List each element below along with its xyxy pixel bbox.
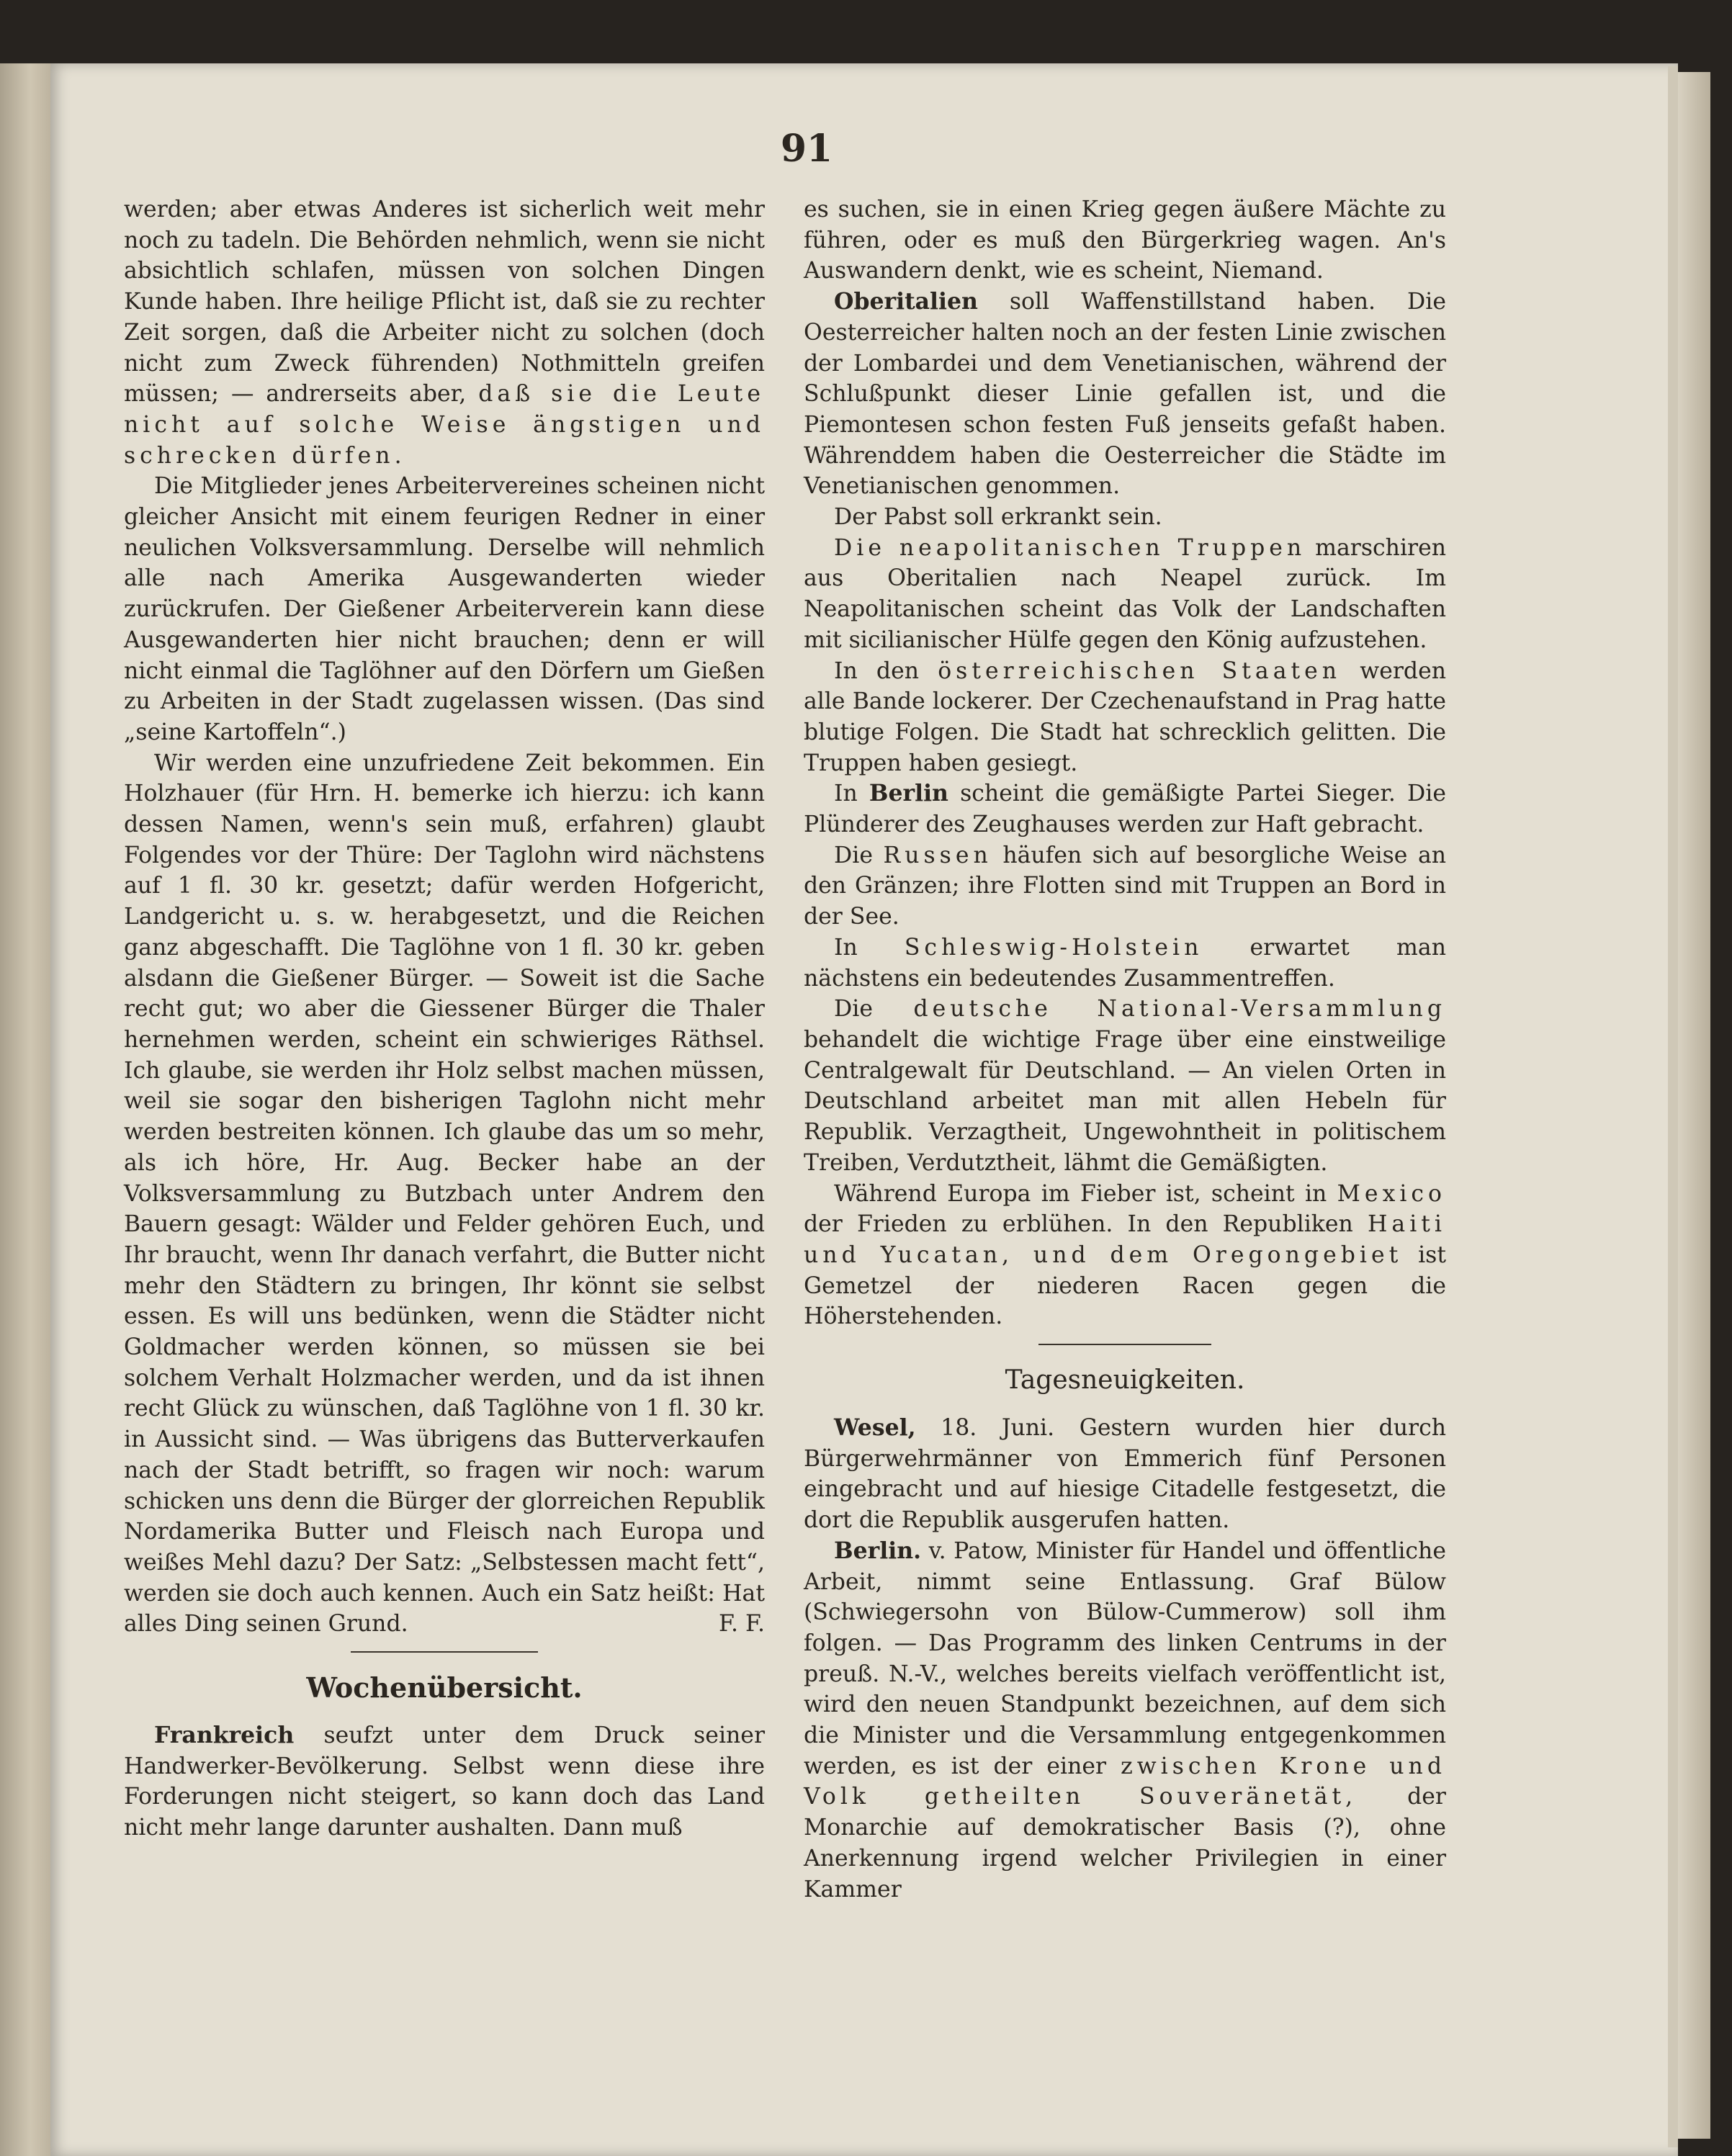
right-paragraph-berlin-news: [804, 1536, 1446, 1905]
russen-lead: Russen: [883, 842, 992, 868]
frankreich-text: seufzt unter dem Druck seiner Handwerker-Bevölkerung. Selbst wenn diese ihre Forderungen nicht steigert, so kann doch das Land nicht mehr lange darunter aushalten. Dann muß: [124, 1722, 766, 1841]
right-paragraph-schleswig: [804, 933, 1446, 994]
berlin-news-text: v. Patow, Minister für Handel und öffentliche Arbeit, nimmt seine Entlassung. Graf Bülow (Schwiegersohn von Bülow-Cummerow) soll ihm folgen. — Das Programm des linken Centrums in der preuß. N.-V., welches bereits vielfach veröffentlicht ist, wird den neuen Standpunkt bezeichnen, auf dem sich die Minister und die Versammlung entgegenkommen werden, es ist der einer: [804, 1537, 1446, 1779]
page-number: 91: [780, 127, 833, 171]
europa-text-3: ist Gemetzel der niederen Racen gegen die Höherstehenden.: [804, 1241, 1447, 1330]
wesel-lead: Wesel,: [834, 1414, 916, 1442]
left-p1-text: werden; aber etwas Anderes ist sicherlich weit mehr noch zu tadeln. Die Behörden nehmlich, wenn sie nicht absichtlich schlafen, müssen von solchen Dingen Kunde haben. Ihre heilige Pflicht ist, daß sie zu rechter Zeit sorgen, daß die Arbeiter nicht zu solchen (doch nicht zum Zweck führenden) Nothmitteln greifen müssen; — andrerseits aber,: [124, 197, 765, 408]
page-stack-edge: [1668, 66, 1678, 2147]
europa-text-2: der Frieden zu erblühen. In den Republiken: [804, 1211, 1353, 1238]
neapel-text: marschiren aus Oberitalien nach Neapel zurück. Im Neapolitanischen scheint das Volk der Landschaften mit sicilianischer Hülfe gegen den König aufzustehen.: [804, 534, 1447, 653]
berlin-news-lead: Berlin.: [834, 1537, 922, 1564]
schleswig-pre: In: [834, 934, 858, 961]
left-paragraph-frankreich: [124, 1720, 765, 1843]
left-p1-spaced: daß sie die Leute nicht auf solche Weise ängstigen und schrecken dürfen.: [124, 381, 765, 469]
russen-pre: Die: [834, 842, 873, 868]
left-p3-text: Wir werden eine unzufriedene Zeit bekommen. Ein Holzhauer (für Hrn. H. bemerke ich hierzu: ich kann dessen Namen, wenn's sein muß, erfahren) glaubt Folgendes vor der Thüre: Der Taglohn wird nächstens auf 1 fl. 30 kr. gesetzt; dafür werden Hofgericht, Landgericht u. s. w. herabgesetzt, und die Reichen ganz abgeschafft. Die Taglöhne von 1 fl. 30 kr. geben alsdann die Gießener Bürger. — Soweit ist die Sache recht gut; wo aber die Giessener Bürger die Thaler hernehmen werden, scheint ein schwieriges Räthsel. Ich glaube, sie werden ihr Holz selbst machen müssen, weil sie sogar den bisherigen Taglohn nicht mehr werden bestreiten können. Ich glaube das um so mehr, als ich höre, Hr. Aug. Becker habe an der Volksversammlung zu Butzbach unter Andrem den Bauern gesagt: Wälder und Felder gehören Euch, und Ihr braucht, wenn Ihr danach verfahrt, die Butter nicht mehr den Städtern zu bringen, Ihr könnt sie selbst essen. Es will uns bedünken, wenn die Städter nicht Goldmacher werden können, so müssen sie bei solchem Verhalt Holzmacher werden, und da ist ihnen recht Glück zu wünschen, daß Taglöhne von 1 fl. 30 kr. in Aussicht sind. — Was übrigens das Butterverkaufen nach der Stadt betrifft, so fragen wir noch: warum schicken uns denn die Bürger der glorreichen Republik Nordamerika Butter und Fleisch nach Europa und weißes Mehl dazu? Der Satz: „Selbstessen macht fett“, werden sie doch auch kennen. Auch ein Satz heißt: Hat alles Ding seinen Grund.: [124, 750, 765, 1638]
heading-tagesneuigkeiten: Tagesneuigkeiten.: [1005, 1365, 1245, 1396]
right-paragraph-national: [804, 994, 1446, 1178]
wesel-text: 18. Juni. Gestern wurden hier durch Bürgerwehrmänner von Emmerich fünf Personen eingebracht und auf hiesige Citadelle festgesetzt, die dort die Republik ausgerufen hatten.: [804, 1415, 1447, 1534]
left-paragraph-3: [124, 748, 765, 1640]
schleswig-text: erwartet man nächstens ein bedeutendes Zusammentreffen.: [804, 934, 1446, 992]
right-paragraph-oesterreich: [804, 656, 1446, 779]
europa-text-1: Während Europa im Fieber ist, scheint in: [834, 1180, 1327, 1207]
right-paragraph-russen: [804, 840, 1446, 933]
page-stack-edge-outer: [1678, 72, 1710, 2139]
berlin-pre: In: [834, 781, 858, 807]
frankreich-lead: Frankreich: [154, 1722, 295, 1749]
right-paragraph-wesel: [804, 1413, 1446, 1536]
right-paragraph-neapel: [804, 533, 1446, 656]
signature-initials: F. F.: [719, 1611, 765, 1638]
heading-wochenuebersicht: Wochenübersicht.: [306, 1671, 583, 1704]
left-column: [124, 194, 765, 1843]
oesterreich-text: werden alle Bande lockerer. Der Czechenaufstand in Prag hatte blutige Folgen. Die Stadt hat schrecklich gelitten. Die Truppen haben gesiegt.: [804, 657, 1447, 776]
europa-spaced: Haiti und Yucatan, und dem Oregongebiet: [804, 1211, 1447, 1268]
national-lead: deutsche National-Versammlung: [913, 996, 1446, 1023]
right-paragraph-europa: [804, 1179, 1446, 1333]
oesterreich-lead: österreichischen Staaten: [938, 657, 1342, 684]
left-paragraph-1: [124, 194, 765, 471]
berlin-text: scheint die gemäßigte Partei Sieger. Die Plünderer des Zeughauses werden zur Haft gebracht.: [804, 781, 1447, 838]
oesterreich-pre: In den: [834, 657, 920, 684]
left-page-edge: [0, 63, 50, 2156]
right-paragraph-oberitalien: [804, 287, 1446, 502]
pabst-text: Der Pabst soll erkrankt sein.: [834, 504, 1162, 531]
right-column: [804, 194, 1446, 1905]
neapel-lead: Die neapolitanischen Truppen: [834, 534, 1306, 561]
left-paragraph-2: Die Mitglieder jenes Arbeitervereines scheinen nicht gleicher Ansicht mit einem feurigen Redner in einer neulichen Volksversammlung. Derselbe will nehmlich alle nach Amerika Ausgewanderten wieder zurückrufen. Der Gießener Arbeiterverein kann diese Ausgewanderten hier nicht brauchen; denn er will nicht einmal die Taglöhner auf den Dörfern um Gießen zu Arbeiten in der Stadt zugelassen wissen. (Das sind „seine Kartoffeln“.): [124, 473, 765, 745]
oberitalien-lead: Oberitalien: [834, 288, 978, 315]
section-divider-right: [1038, 1344, 1211, 1345]
right-paragraph-berlin: [804, 778, 1446, 840]
national-pre: Die: [834, 996, 873, 1023]
schleswig-lead: Schleswig-Holstein: [904, 934, 1203, 961]
national-text: behandelt die wichtige Frage über eine einstweilige Centralgewalt für Deutschland. — An vielen Orten in Deutschland arbeitet man mit allen Hebeln für Republik. Verzagtheit, Ungewohntheit in politischem Treiben, Verdutztheit, lähmt die Gemäßigten.: [804, 1026, 1446, 1176]
berlin-news-text-2: der Monarchie auf demokratischer Basis (?), ohne Anerkennung irgend welcher Privilegien in einer Kammer: [804, 1784, 1446, 1903]
section-divider: [351, 1651, 538, 1653]
berlin-news-spaced: zwischen Krone und Volk getheilten Souveränetät,: [804, 1753, 1447, 1810]
berlin-lead: Berlin: [869, 780, 948, 807]
right-paragraph-pabst: [804, 502, 1446, 533]
europa-mexico: Mexico: [1337, 1180, 1447, 1207]
right-paragraph-1: es suchen, sie in einen Krieg gegen äußere Mächte zu führen, oder es muß den Bürgerkrieg wagen. An's Auswandern denkt, wie es scheint, Niemand.: [804, 197, 1446, 284]
russen-text: häufen sich auf besorgliche Weise an den Gränzen; ihre Flotten sind mit Truppen an Bord in der See.: [804, 842, 1447, 930]
oberitalien-text: soll Waffenstillstand haben. Die Oesterreicher halten noch an der festen Linie zwischen der Lombardei und dem Venetianischen, während der Schlußpunkt dieser Linie gefallen ist, und die Piemontesen schon festen Fuß jenseits gefaßt haben. Währenddem haben die Oesterreicher die Städte im Venetianischen genommen.: [804, 289, 1447, 500]
